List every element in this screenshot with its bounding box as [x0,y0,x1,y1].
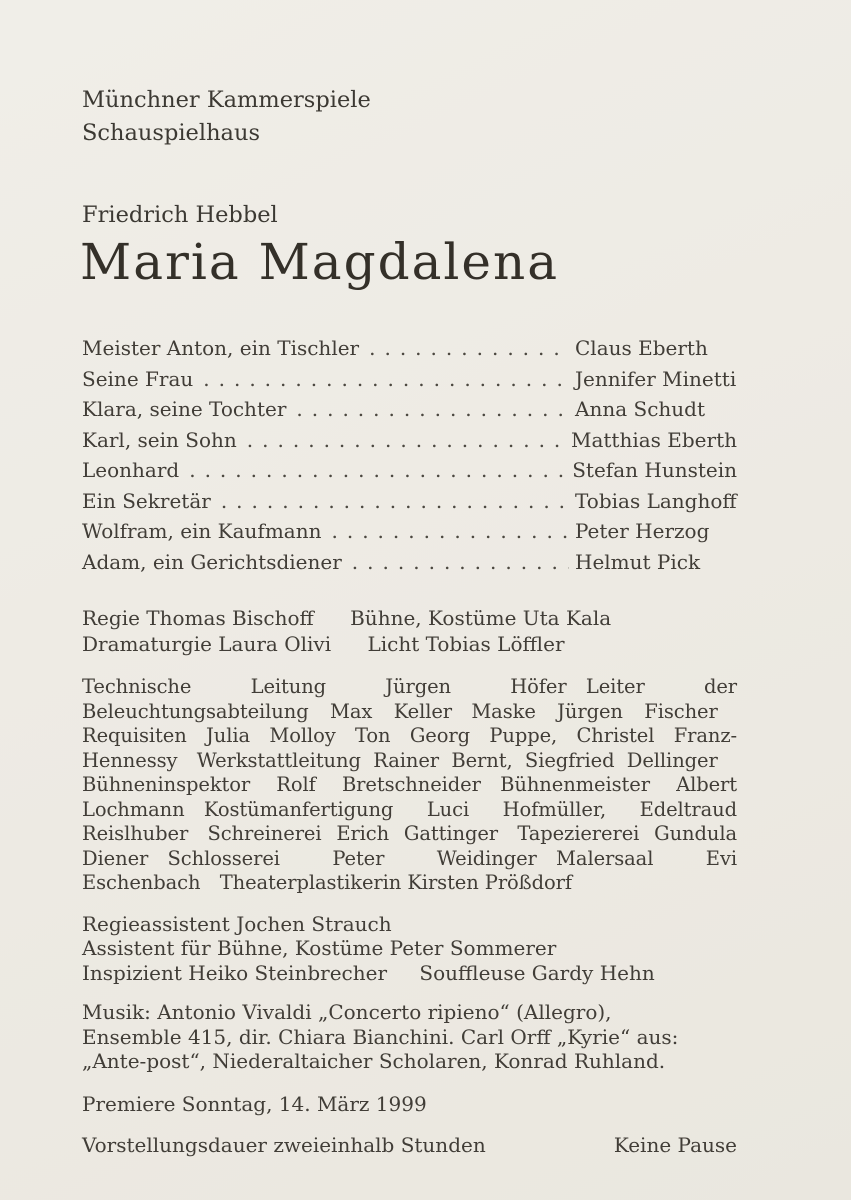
cast-row [82,550,737,581]
technical-paragraph: Technische Leitung Jürgen Höfer Leiter der Beleuchtungsabteilung Max Keller Maske Jürgen Fischer Requisiten Julia Molloy Ton Georg Puppe, Christel Franz-Hennessy Werkstattleitung Rainer Bernt, Siegfried Dellinger Bühneninspektor Rolf Bretschneider Bühnenmeister Albert Lochmann Kostümanfertigung Luci Hofmüller, Edeltraud Reislhuber Schreinerei Erich Gattinger Tapeziererei Gundula Diener Schlosserei Peter Weidinger Malersaal Evi Eschenbach Theaterplastikerin Kirsten Prößdorf [82,675,737,894]
credit-assistant-stage: Assistent für Bühne, Kostüme Peter Sommerer [82,936,557,960]
title-block [82,200,737,292]
cast-row [82,489,737,520]
cast-row [82,428,737,459]
stage-name: Schauspielhaus [82,120,261,146]
cast-role: Seine Frau [82,366,194,391]
author-name: Friedrich Hebbel [82,202,278,228]
dot-leader [369,336,569,360]
cast-row [82,458,737,489]
cast-actor: Peter Herzog [575,519,710,543]
music-line-2: Ensemble 415, dir. Chiara Bianchini. Carl Orff „Kyrie“ aus: [82,1024,679,1049]
technical-credits [82,675,737,896]
dot-leader [247,428,565,452]
cast-row [82,336,737,367]
cast-role: Wolfram, ein Kaufmann [82,519,322,543]
cast-row [82,397,737,428]
music-line-3: „Ante-post“, Niederaltaicher Scholaren, Konrad Ruhland. [82,1049,666,1073]
credit-director: Regie Thomas Bischoff [82,606,314,630]
music-credits [82,1000,737,1074]
cast-role: Meister Anton, ein Tischler [82,336,360,360]
creative-team [82,606,737,657]
credit-dramaturgy: Dramaturgie Laura Olivi [82,631,332,656]
cast-row [82,519,737,550]
cast-actor: Jennifer Minetti [575,366,737,391]
dot-leader [352,550,569,574]
dot-leader [203,367,569,391]
creative-line [82,606,737,632]
cast-actor: Stefan Hunstein [572,458,737,482]
dot-leader [296,397,569,421]
pause-text: Keine Pause [613,1133,737,1157]
cast-list [82,336,737,580]
credit-stage-costume: Bühne, Kostüme Uta Kala [350,606,612,630]
credit-assistant-director: Regieassistent Jochen Strauch [82,911,392,936]
cast-role: Leonhard [82,458,180,482]
cast-actor: Tobias Langhoff [575,488,737,513]
cast-actor: Anna Schudt [575,397,705,421]
cast-role: Adam, ein Gerichtsdiener [82,549,342,574]
premiere-date: Premiere Sonntag, 14. März 1999 [82,1091,427,1116]
venue-name: Münchner Kammerspiele [82,87,371,113]
credit-stage-manager: Inspizient Heiko Steinbrecher [82,960,388,985]
play-title: Maria Magdalena [80,233,560,291]
cast-row [82,367,737,398]
dot-leader [221,489,569,513]
masthead [82,84,737,150]
duration-row [82,1133,737,1158]
music-line-1: Musik: Antonio Vivaldi „Concerto ripieno“ (Allegro), [82,1000,612,1024]
assistants-line [82,961,737,986]
footer [82,1092,737,1158]
cast-actor: Claus Eberth [575,336,708,360]
credit-lighting: Licht Tobias Löffler [367,631,565,656]
assistants-block [82,912,737,986]
dot-leader [331,519,569,543]
cast-actor: Matthias Eberth [570,427,737,452]
creative-line [82,632,737,658]
dot-leader [189,458,566,482]
duration-text: Vorstellungsdauer zweieinhalb Stunden [82,1133,486,1157]
cast-role: Klara, seine Tochter [82,397,287,421]
cast-role: Ein Sekretär [82,488,211,513]
cast-actor: Helmut Pick [575,549,701,574]
credit-prompter: Souffleuse Gardy Hehn [419,960,655,985]
cast-role: Karl, sein Sohn [82,427,237,452]
